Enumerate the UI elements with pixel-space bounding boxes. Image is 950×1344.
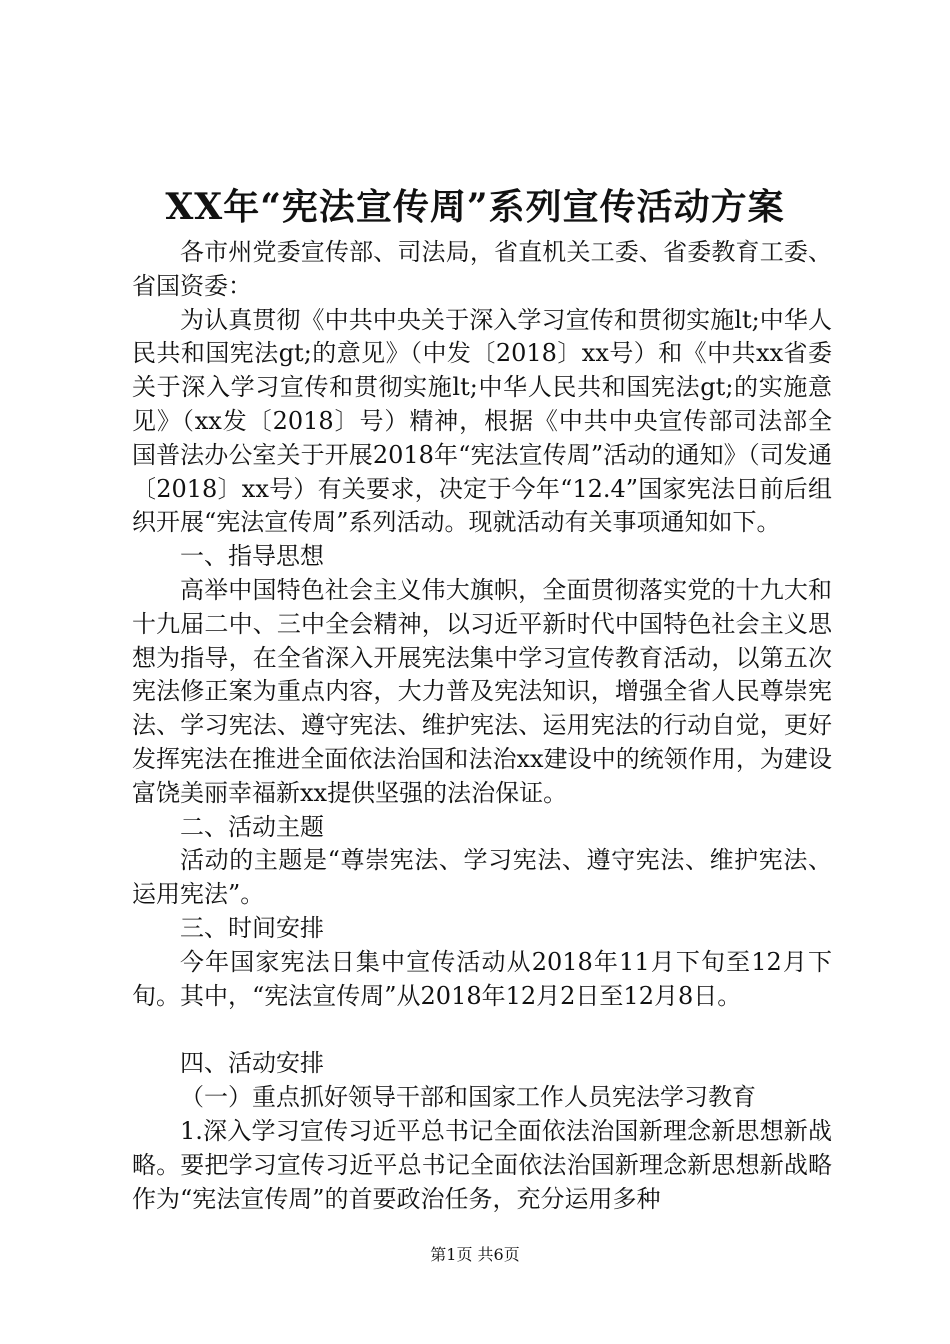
addressee-paragraph: 各市州党委宣传部、司法局，省直机关工委、省委教育工委、省国资委： <box>132 238 832 300</box>
theme-paragraph: 活动的主题是“尊崇宪法、学习宪法、遵守宪法、维护宪法、运用宪法”。 <box>132 846 832 909</box>
item-1-paragraph: 1.深入学习宣传习近平总书记全面依法治国新理念新思想新战略。要把学习宣传习近平总书记全面依法治国新理念新思想新战略作为“宪法宣传周”的首要政治任务，充分运用多种 <box>132 1116 832 1213</box>
subsection-heading-1: （一）重点抓好领导干部和国家工作人员宪法学习教育 <box>180 1083 756 1112</box>
section-heading-schedule: 三、时间安排 <box>180 913 324 942</box>
section-heading-guiding-thought: 一、指导思想 <box>180 542 324 571</box>
section-heading-theme: 二、活动主题 <box>180 812 324 841</box>
intro-paragraph: 为认真贯彻《中共中央关于深入学习宣传和贯彻实施lt;中华人民共和国宪法gt;的意见》（中发〔2018〕xx号）和《中共xx省委关于深入学习宣传和贯彻实施lt;中华人民共和国宪法gt;的实施意见》（xx发〔2018〕号）精神，根据《中共中央宣传部司法部全国普法办公室关于开展2018年“宪法宣传周”活动的通知》（司发通〔2018〕xx号）有关要求，决定于今年“12.4”国家宪法日前后组织开展“宪法宣传周”系列活动。现就活动有关事项通知如下。 <box>132 305 832 537</box>
guiding-thought-paragraph: 高举中国特色社会主义伟大旗帜，全面贯彻落实党的十九大和十九届二中、三中全会精神，以习近平新时代中国特色社会主义思想为指导，在全省深入开展宪法集中学习宣传教育活动，以第五次宪法修正案为重点内容，大力普及宪法知识，增强全省人民尊崇宪法、学习宪法、遵守宪法、维护宪法、运用宪法的行动自觉，更好发挥宪法在推进全面依法治国和法治xx建设中的统领作用，为建设富饶美丽幸福新xx提供坚强的法治保证。 <box>132 575 832 807</box>
paragraph-spacer <box>132 1013 832 1047</box>
schedule-paragraph: 今年国家宪法日集中宣传活动从2018年11月下旬至12月下旬。其中，“宪法宣传周”从2018年12月2日至12月8日。 <box>132 947 832 1010</box>
document-title: XX年“宪法宣传周”系列宣传活动方案 <box>165 186 785 228</box>
page-footer: 第1页 共6页 <box>430 1245 520 1264</box>
section-heading-arrangements: 四、活动安排 <box>180 1049 324 1078</box>
document-body <box>132 236 832 1216</box>
